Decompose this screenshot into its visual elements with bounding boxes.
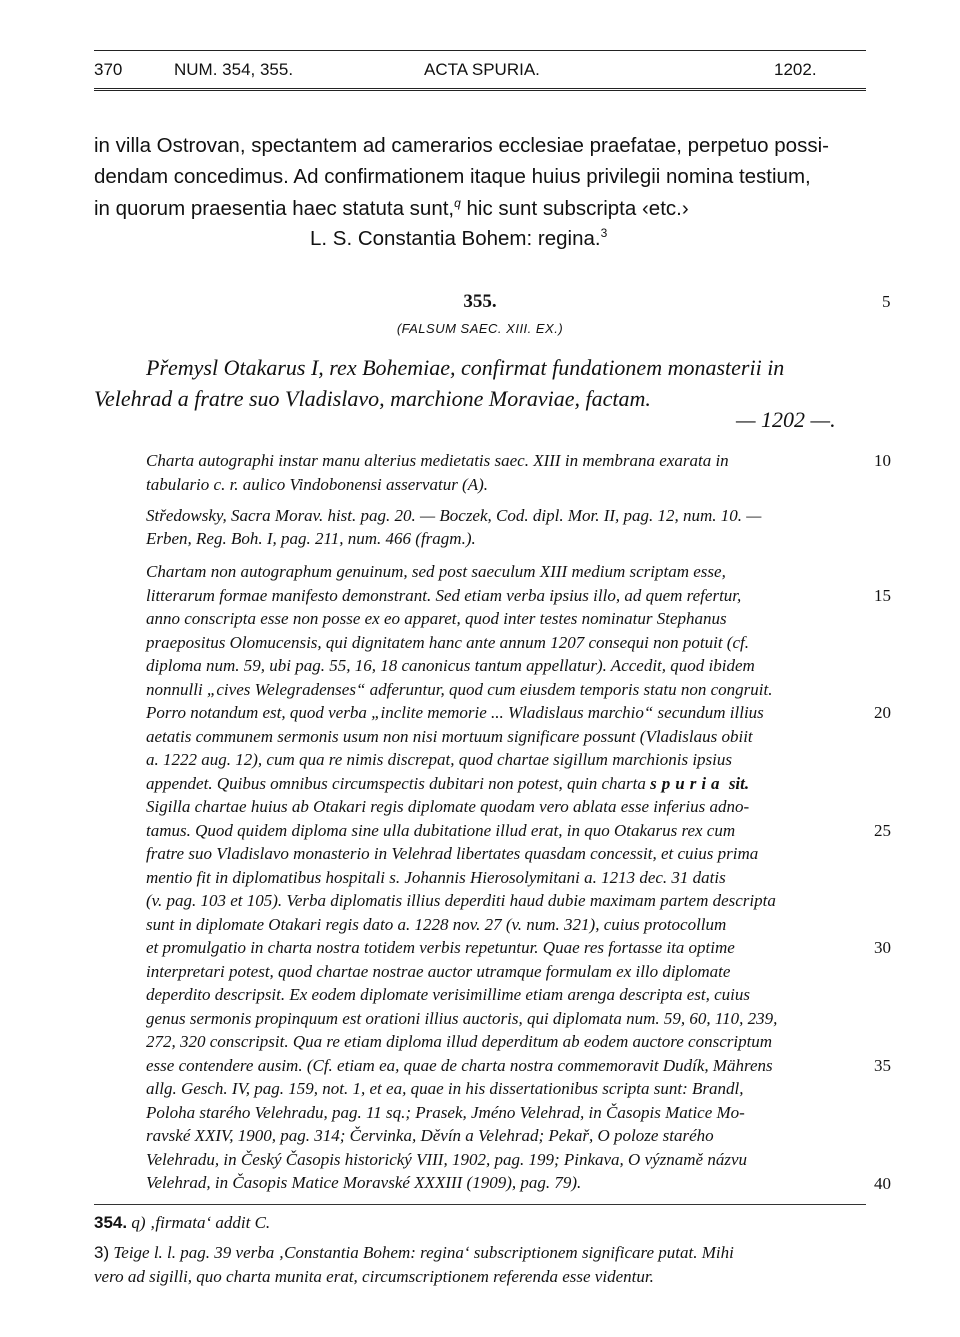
- margin-line-number: 10: [874, 451, 891, 470]
- header-year: 1202.: [774, 60, 817, 79]
- margin-line-number: 5: [882, 292, 891, 311]
- commentary-line: et promulgatio in charta nostra totidem verbis repetuntur. Quae res fortasse ita optime: [146, 938, 735, 957]
- commentary-line: fratre suo Vladislavo monasterio in Velehrad libertates quasdam concessit, et cuius prima: [146, 844, 759, 863]
- footnote-rule: [94, 1204, 866, 1205]
- margin-line-number: 25: [874, 821, 891, 840]
- document-subtitle: (FALSUM SAEC. XIII. EX.): [396, 321, 564, 336]
- commentary-line: mentio fit in diplomatibus hospitali s. Johannis Hierosolymitani a. 1213 dec. 31 datis: [146, 868, 726, 887]
- note-line: Erben, Reg. Boh. I, pag. 211, num. 466 (fragm.).: [146, 529, 476, 548]
- commentary-line: allg. Gesch. IV, pag. 159, not. 1, et ea, quae in his dissertationibus scripta sunt: Brandl,: [146, 1079, 744, 1098]
- commentary-line: Poloha starého Velehradu, pag. 11 sq.; Prasek, Jméno Velehrad, in Časopis Matice Mo-: [146, 1103, 745, 1122]
- commentary-line: Chartam non autographum genuinum, sed post saeculum XIII medium scriptam esse,: [146, 562, 726, 581]
- note-line: Charta autographi instar manu alterius medietatis saec. XIII in membrana exarata in: [146, 451, 729, 470]
- subscription-line: L. S. Constantia Bohem: regina.$^3$: [310, 226, 608, 250]
- spuria-word: spuria: [650, 774, 725, 793]
- commentary-line: anno conscripta esse non posse ex eo apparet, quod inter testes nominatur Stephanus: [146, 609, 727, 628]
- commentary-line: genus sermonis propinquum est orationi illius auctoris, qui diplomata num. 59, 60, 110, 239,: [146, 1009, 778, 1028]
- footnote: vero ad sigilli, quo charta munita erat, circumscriptionem referenda esse videntur.: [94, 1267, 654, 1286]
- margin-line-number: 15: [874, 586, 891, 605]
- commentary-line: (v. pag. 103 et 105). Verba diplomatis illius deperditi haud dubie maximam partem descripta: [146, 891, 776, 910]
- commentary-line: Sigilla chartae huius ab Otakari regis diplomate quodam vero ablata esse inferius adno-: [146, 797, 750, 816]
- commentary-line: diploma num. 59, ubi pag. 55, 16, 18 canonicus tantum appellatur). Accedit, quod ibidem: [146, 656, 755, 675]
- commentary-line: ravské XXIV, 1900, pag. 314; Červinka, Děvín a Velehrad; Pekař, O poloze starého: [146, 1126, 714, 1145]
- commentary-line: a. 1222 aug. 12), cum qua re nimis discrepat, quod chartae sigillum marchionis ipsius: [146, 750, 733, 769]
- commentary-line: esse contendere ausim. (Cf. etiam ea, quae de charta nostra commemoravit Dudík, Mährens: [146, 1056, 773, 1075]
- margin-line-number: 35: [874, 1056, 891, 1075]
- commentary-line: litterarum formae manifesto demonstrant. Sed etiam verba ipsius illo, ad quem refertur,: [146, 586, 742, 605]
- text-line: in quorum praesentia haec statuta sunt,$^q$ hic sunt subscripta ‹etc.›: [94, 196, 689, 220]
- note-line: tabulario c. r. aulico Vindobonensi asservatur (A).: [146, 475, 489, 494]
- commentary-line: praepositus Olomucensis, qui dignitatem hanc ante annum 1207 consequi non potuit (cf.: [146, 633, 749, 652]
- footnote: 354. q) ‚firmata‘ addit C.: [94, 1213, 271, 1232]
- regest-line: Přemysl Otakarus I, rex Bohemiae, confirmat fundationem monasterii in: [146, 355, 785, 380]
- header-num: NUM. 354, 355.: [174, 60, 294, 79]
- commentary-line: sunt in diplomate Otakari regis dato a. 1228 nov. 27 (v. num. 321), cuius protocollum: [146, 915, 727, 934]
- commentary-line: Porro notandum est, quod verba „inclite memorie ... Wladislaus marchio“ secundum illius: [146, 703, 764, 722]
- commentary-line: appendet. Quibus omnibus circumspectis dubitari non potest, quin charta spuria sit.: [146, 774, 750, 793]
- document-number: 355.: [463, 291, 497, 312]
- header-title: ACTA SPURIA.: [424, 60, 540, 79]
- commentary-line: aetatis communem sermonis usum non nisi mortuum significare possunt (Vladislaus obiit: [146, 727, 753, 746]
- margin-line-number: 20: [874, 703, 891, 722]
- page-number: 370: [94, 60, 123, 79]
- commentary-line: deperdito descripsit. Ex eodem diplomate verisimillime etiam arenga descripta est, cuius: [146, 985, 751, 1004]
- text-line: dendam concedimus. Ad confirmationem itaque huius privilegii nomina testium,: [94, 165, 811, 188]
- margin-line-number: 30: [874, 938, 891, 957]
- regest-line: Velehrad a fratre suo Vladislavo, marchione Moraviae, factam.: [94, 386, 651, 411]
- margin-line-number: 40: [874, 1174, 891, 1193]
- commentary-line: Velehradu, in Český Časopis historický VIII, 1902, pag. 199; Pinkava, O významě názvu: [146, 1150, 748, 1169]
- commentary-line: nonnulli „cives Welegradenses“ adferuntur, quod cum eiusdem temporis statu non congruit.: [146, 680, 773, 699]
- regest-date: — 1202 —.: [736, 407, 836, 432]
- commentary-line: 272, 320 conscripsit. Qua re etiam diploma illud deperditum ab eodem auctore conscriptum: [146, 1032, 773, 1051]
- commentary-line: interpretari potest, quod chartae nostrae auctor utramque formulam ex illo diplomate: [146, 962, 731, 981]
- commentary-line: Velehrad, in Časopis Matice Moravské XXXIII (1909), pag. 79).: [146, 1173, 582, 1192]
- note-line: Středowsky, Sacra Morav. hist. pag. 20. — Boczek, Cod. dipl. Mor. II, pag. 12, num. 10. —: [146, 506, 762, 525]
- text-line: in villa Ostrovan, spectantem ad camerarios ecclesiae praefatae, perpetuo possi-: [94, 134, 829, 157]
- commentary-line: tamus. Quod quidem diploma sine ulla dubitatione illud erat, in quo Otakarus rex cum: [146, 821, 736, 840]
- footnote: 3) Teige l. l. pag. 39 verba ‚Constantia Bohem: regina‘ subscriptionem significare putat. Mihi: [94, 1243, 734, 1262]
